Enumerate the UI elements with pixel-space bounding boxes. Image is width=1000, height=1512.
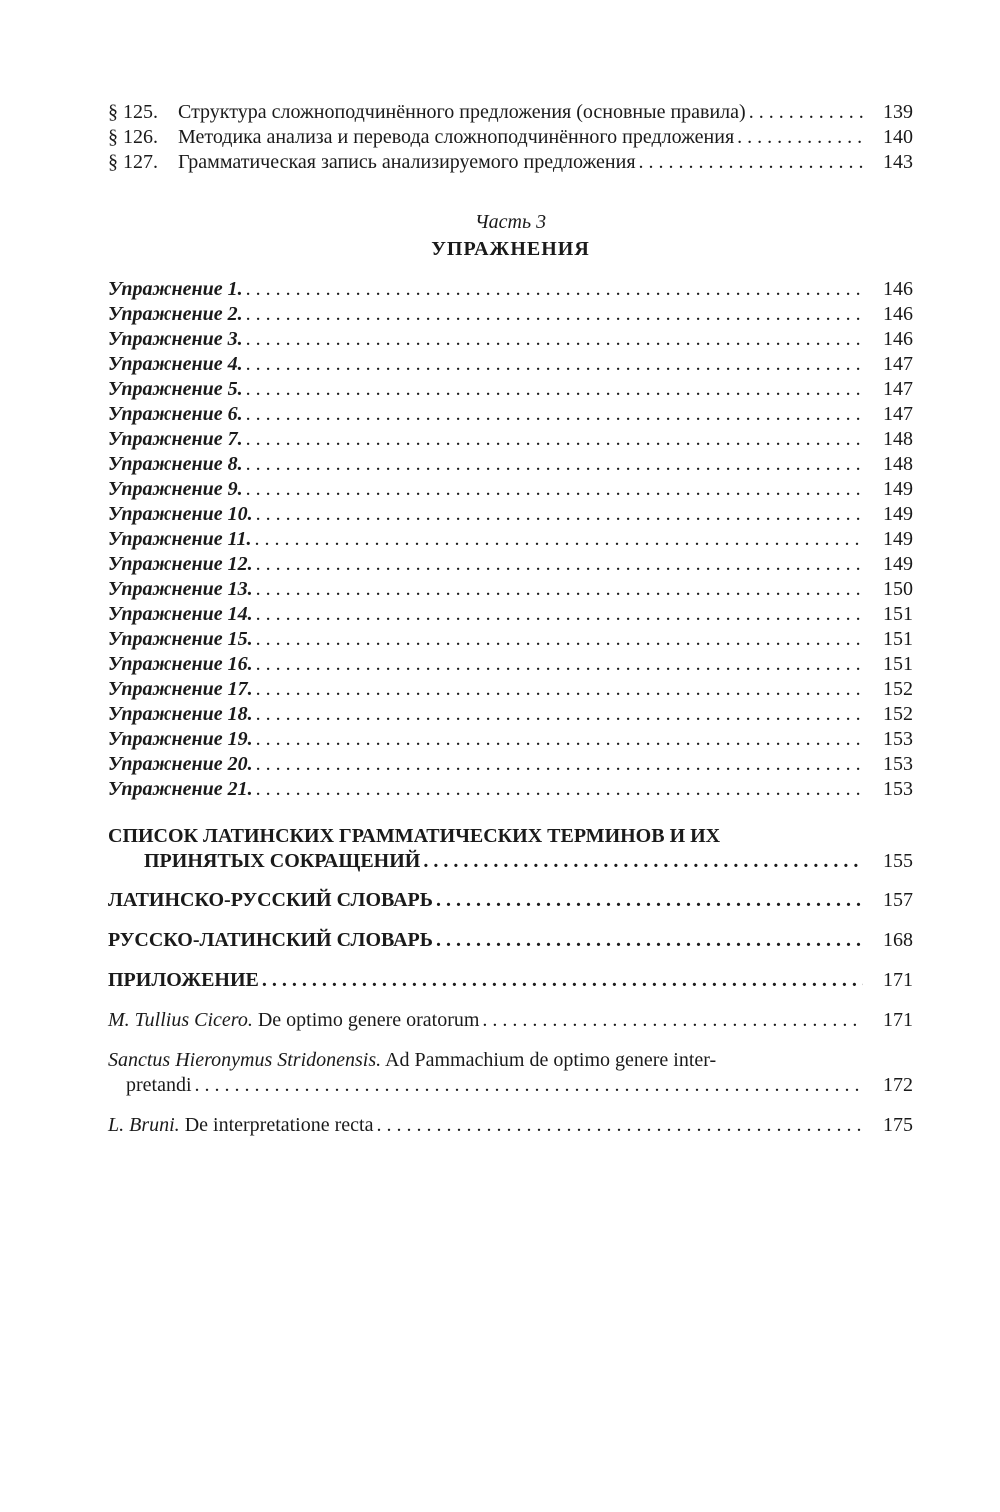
exercise-entry[interactable] (108, 427, 913, 452)
exercise-label: Упражнение 13. (108, 578, 253, 600)
page-number: 172 (883, 1074, 913, 1096)
exercise-entry[interactable] (108, 452, 913, 477)
exercise-label: Упражнение 18. (108, 703, 253, 725)
toc-entry[interactable] (108, 150, 913, 175)
exercise-entry[interactable] (108, 277, 913, 302)
section-title: Методика анализа и перевода сложноподчинённого предложения (178, 126, 735, 148)
exercise-entry[interactable] (108, 702, 913, 727)
page-number: 149 (883, 553, 913, 575)
exercise-entry[interactable] (108, 327, 913, 352)
dot-leader (639, 150, 863, 175)
exercise-entry[interactable] (108, 352, 913, 377)
exercise-entry[interactable] (108, 602, 913, 627)
exercise-label: Упражнение 21. (108, 778, 253, 800)
page-number: 152 (883, 703, 913, 725)
section-number: § 127. (108, 151, 158, 173)
page-number: 147 (883, 353, 913, 375)
page-number: 152 (883, 678, 913, 700)
toc-entry-lat-rus[interactable] (108, 888, 913, 913)
exercise-label: Упражнение 2. (108, 303, 243, 325)
section-title: Грамматическая запись анализируемого предложения (178, 151, 636, 173)
exercise-entry[interactable] (108, 727, 913, 752)
dot-leader (256, 552, 863, 577)
appendix-entry-bruni[interactable] (108, 1113, 913, 1138)
toc-entry[interactable] (108, 100, 913, 125)
dot-leader (256, 727, 863, 752)
dot-leader (423, 849, 863, 874)
dot-leader (256, 602, 863, 627)
page-number: 153 (883, 753, 913, 775)
dictionary-title: РУССКО-ЛАТИНСКИЙ СЛОВАРЬ (108, 929, 433, 951)
page-number: 153 (883, 778, 913, 800)
terms-title-line1: СПИСОК ЛАТИНСКИХ ГРАММАТИЧЕСКИХ ТЕРМИНОВ И ИХ (108, 825, 721, 847)
dot-leader (195, 1073, 863, 1098)
page-number: 168 (883, 929, 913, 951)
exercise-label: Упражнение 16. (108, 653, 253, 675)
exercise-label: Упражнение 8. (108, 453, 243, 475)
page-number: 151 (883, 628, 913, 650)
page-number: 143 (883, 151, 913, 173)
dot-leader (246, 377, 863, 402)
exercise-label: Упражнение 11. (108, 528, 252, 550)
exercise-label: Упражнение 20. (108, 753, 253, 775)
exercise-label: Упражнение 5. (108, 378, 243, 400)
exercise-entry[interactable] (108, 527, 913, 552)
page-number: 146 (883, 303, 913, 325)
appendix-title: ПРИЛОЖЕНИЕ (108, 969, 259, 991)
dot-leader (436, 888, 863, 913)
dot-leader (255, 527, 863, 552)
dot-leader (246, 402, 863, 427)
dot-leader (246, 427, 863, 452)
page-number: 146 (883, 278, 913, 300)
page-number: 147 (883, 378, 913, 400)
page-number: 149 (883, 503, 913, 525)
dot-leader (246, 477, 863, 502)
page-number: 153 (883, 728, 913, 750)
exercise-entry[interactable] (108, 652, 913, 677)
dot-leader (262, 968, 863, 993)
exercise-entry[interactable] (108, 477, 913, 502)
page-number: 146 (883, 328, 913, 350)
dot-leader (256, 627, 863, 652)
dot-leader (737, 125, 863, 150)
exercise-entry[interactable] (108, 402, 913, 427)
work-title: De interpretatione recta (184, 1114, 374, 1136)
exercise-label: Упражнение 6. (108, 403, 243, 425)
author-name: M. Tullius Cicero. (108, 1009, 253, 1031)
page-number: 139 (883, 101, 913, 123)
page-number: 175 (883, 1114, 913, 1136)
exercise-label: Упражнение 1. (108, 278, 243, 300)
exercise-entry[interactable] (108, 777, 913, 802)
terms-title-line2: ПРИНЯТЫХ СОКРАЩЕНИЙ (144, 850, 421, 872)
dot-leader (256, 777, 863, 802)
dot-leader (246, 452, 863, 477)
section-number: § 126. (108, 126, 158, 148)
page-number: 147 (883, 403, 913, 425)
dot-leader (256, 652, 863, 677)
exercise-label: Упражнение 4. (108, 353, 243, 375)
dot-leader (256, 577, 863, 602)
work-title-line2: pretandi (126, 1074, 192, 1096)
exercise-entry[interactable] (108, 502, 913, 527)
dot-leader (256, 502, 863, 527)
exercise-label: Упражнение 9. (108, 478, 243, 500)
exercise-label: Упражнение 12. (108, 553, 253, 575)
dot-leader (246, 277, 863, 302)
part-title: УПРАЖНЕНИЯ (431, 238, 590, 260)
dot-leader (256, 752, 863, 777)
exercise-entry[interactable] (108, 577, 913, 602)
section-title: Структура сложноподчинённого предложения (основные правила) (178, 101, 746, 123)
section-list (108, 100, 913, 175)
page-number: 155 (883, 850, 913, 872)
dot-leader (256, 702, 863, 727)
exercise-entry[interactable] (108, 302, 913, 327)
page-number: 171 (883, 1009, 913, 1031)
page-number: 149 (883, 528, 913, 550)
exercise-entry[interactable] (108, 552, 913, 577)
work-title: De optimo genere oratorum (257, 1009, 480, 1031)
work-title-line1: Ad Pammachium de optimo genere inter- (385, 1049, 717, 1071)
dot-leader (256, 677, 863, 702)
page-number: 171 (883, 969, 913, 991)
dot-leader (376, 1113, 863, 1138)
appendix-entry-hieronymus[interactable] (108, 1048, 913, 1098)
author-name: L. Bruni. (108, 1114, 180, 1136)
author-name: Sanctus Hieronymus Stridonensis. (108, 1049, 382, 1071)
page-number: 150 (883, 578, 913, 600)
part-heading: Часть 3 (474, 211, 547, 233)
exercise-label: Упражнение 15. (108, 628, 253, 650)
exercise-list (108, 277, 913, 802)
toc-entry[interactable] (108, 125, 913, 150)
exercise-label: Упражнение 14. (108, 603, 253, 625)
page-number: 149 (883, 478, 913, 500)
dot-leader (246, 327, 863, 352)
page-number: 151 (883, 603, 913, 625)
exercise-label: Упражнение 7. (108, 428, 243, 450)
exercise-entry[interactable] (108, 677, 913, 702)
exercise-label: Упражнение 3. (108, 328, 243, 350)
exercise-entry[interactable] (108, 752, 913, 777)
dot-leader (749, 100, 863, 125)
toc-entry-appendix[interactable] (108, 968, 913, 993)
exercise-label: Упражнение 19. (108, 728, 253, 750)
page-number: 157 (883, 889, 913, 911)
appendix-entry-cicero[interactable] (108, 1008, 913, 1033)
exercise-entry[interactable] (108, 377, 913, 402)
dot-leader (246, 302, 863, 327)
toc-page (108, 100, 913, 1138)
dictionary-title: ЛАТИНСКО-РУССКИЙ СЛОВАРЬ (108, 889, 433, 911)
exercise-label: Упражнение 10. (108, 503, 253, 525)
toc-entry-rus-lat[interactable] (108, 928, 913, 953)
page-number: 148 (883, 453, 913, 475)
section-number: § 125. (108, 101, 158, 123)
page-number: 148 (883, 428, 913, 450)
exercise-label: Упражнение 17. (108, 678, 253, 700)
dot-leader (482, 1008, 863, 1033)
dot-leader (436, 928, 863, 953)
toc-entry-terms[interactable] (108, 824, 913, 874)
page-number: 140 (883, 126, 913, 148)
page-number: 151 (883, 653, 913, 675)
exercise-entry[interactable] (108, 627, 913, 652)
dot-leader (246, 352, 863, 377)
